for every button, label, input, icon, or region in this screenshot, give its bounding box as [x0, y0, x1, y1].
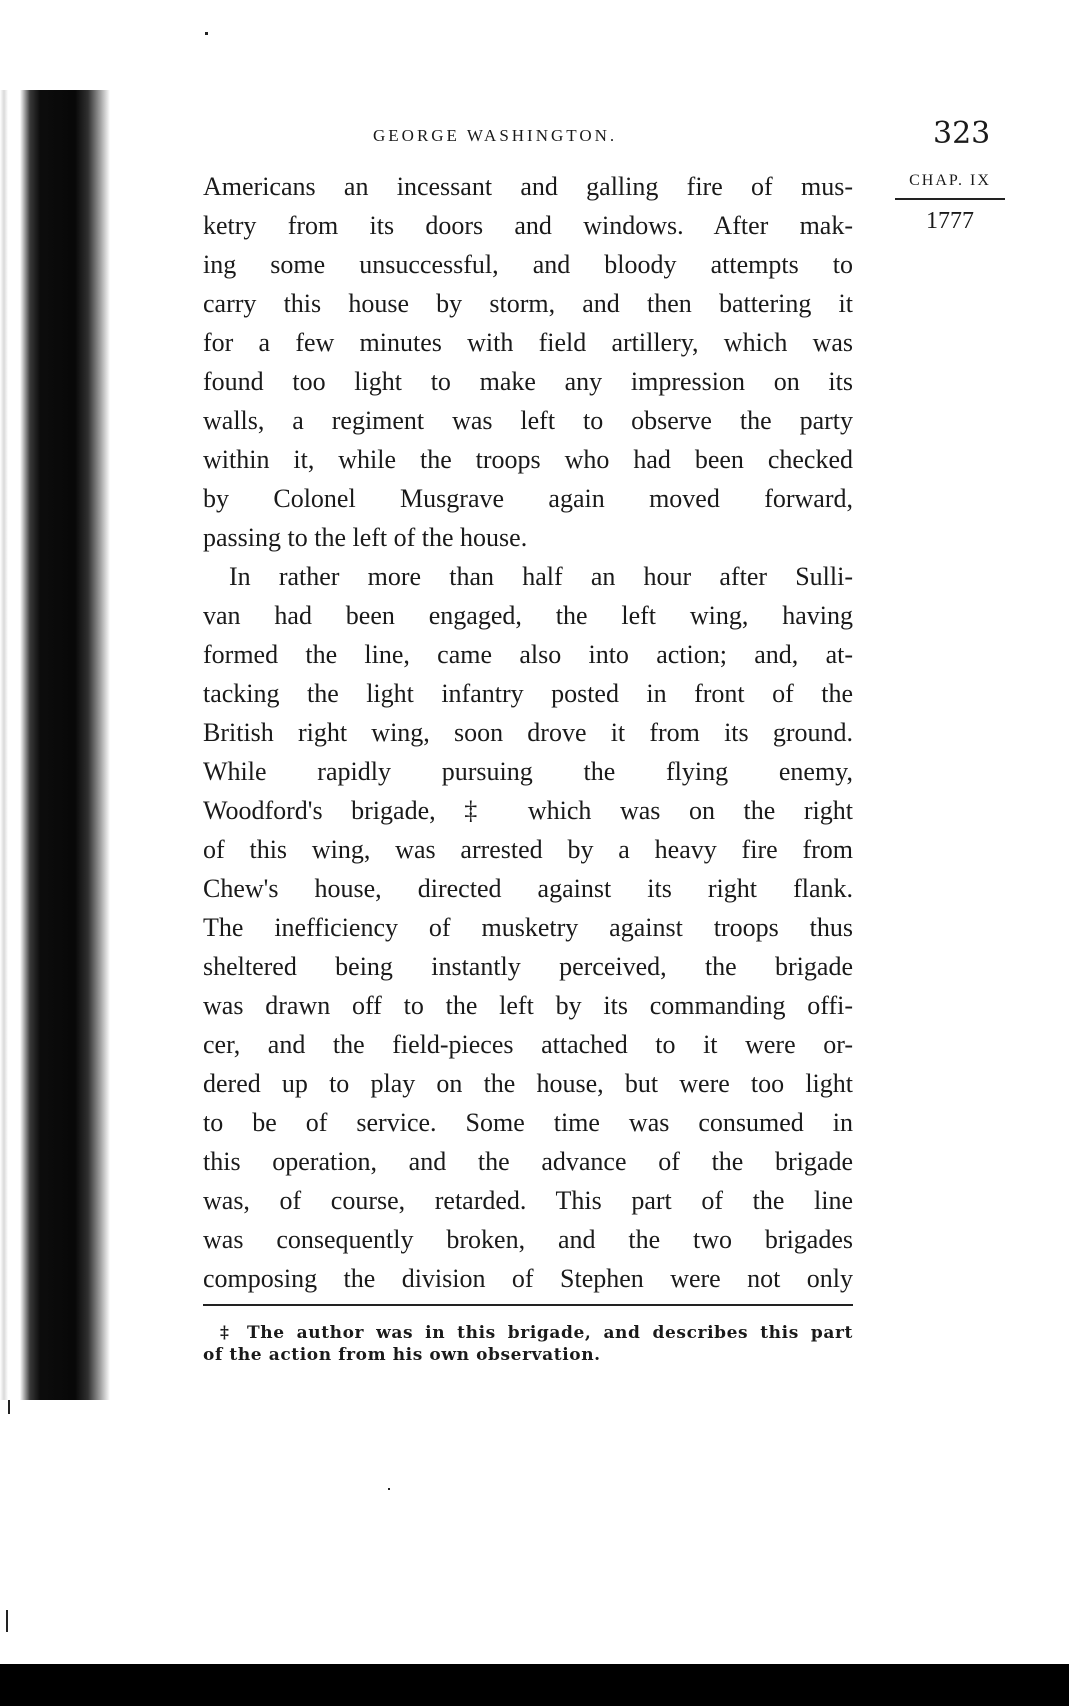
text-line: carry this house by storm, and then battering it [203, 289, 853, 318]
text-line: Americans an incessant and galling fire of mus- [203, 172, 853, 201]
footnote-line: ‡ The author was in this brigade, and describes this part [220, 1323, 853, 1343]
chapter-label: CHAP. IX [909, 172, 991, 189]
text-line: was consequently broken, and the two brigades [203, 1225, 853, 1254]
text-line: sheltered being instantly perceived, the brigade [203, 952, 853, 981]
text-line: The inefficiency of musketry against troops thus [203, 913, 853, 942]
scan-speck [6, 1610, 8, 1632]
text-line: this operation, and the advance of the brigade [203, 1147, 853, 1176]
scan-speck [388, 1488, 390, 1490]
text-line: of this wing, was arrested by a heavy fire from [203, 835, 853, 864]
running-head [203, 116, 991, 154]
text-line: cer, and the field-pieces attached to it were or- [203, 1030, 853, 1059]
scan-speck [8, 1400, 10, 1414]
footnote-rule [203, 1304, 853, 1306]
text-line: was, of course, retarded. This part of the line [203, 1186, 853, 1215]
footnote [203, 1322, 853, 1366]
body-text [203, 167, 853, 1298]
text-line: While rapidly pursuing the flying enemy, [203, 757, 853, 786]
text-line: passing to the left of the house. [203, 523, 528, 552]
text-line: found too light to make any impression on its [203, 367, 853, 396]
text-line: walls, a regiment was left to observe the party [203, 406, 853, 435]
footnote-line: of the action from his own observation. [203, 1345, 601, 1365]
margin-note [890, 172, 1010, 235]
page-number: 323 [933, 116, 991, 151]
text-line: tacking the light infantry posted in front of the [203, 679, 853, 708]
text-line: In rather more than half an hour after Sulli- [229, 562, 853, 591]
scan-speck [205, 32, 208, 35]
book-spine-shadow [0, 90, 110, 1400]
scan-bottom-edge [0, 1664, 1069, 1706]
year-label: 1777 [926, 208, 974, 234]
text-line: van had been engaged, the left wing, having [203, 601, 853, 630]
text-line: British right wing, soon drove it from its ground. [203, 718, 853, 747]
text-line: ketry from its doors and windows. After mak- [203, 211, 853, 240]
text-line: ing some unsuccessful, and bloody attempts to [203, 250, 853, 279]
text-line: by Colonel Musgrave again moved forward, [203, 484, 853, 513]
text-line: formed the line, came also into action; and, at- [203, 640, 853, 669]
running-title: GEORGE WASHINGTON. [373, 126, 618, 145]
text-line: to be of service. Some time was consumed in [203, 1108, 853, 1137]
text-line: Chew's house, directed against its right flank. [203, 874, 853, 903]
text-line: within it, while the troops who had been checked [203, 445, 853, 474]
text-line: composing the division of Stephen were not only [203, 1264, 853, 1293]
text-line: was drawn off to the left by its commanding offi- [203, 991, 853, 1020]
text-line: Woodford's brigade, ‡ which was on the right [203, 796, 853, 825]
text-line: for a few minutes with field artillery, which was [203, 328, 853, 357]
text-line: dered up to play on the house, but were too light [203, 1069, 853, 1098]
